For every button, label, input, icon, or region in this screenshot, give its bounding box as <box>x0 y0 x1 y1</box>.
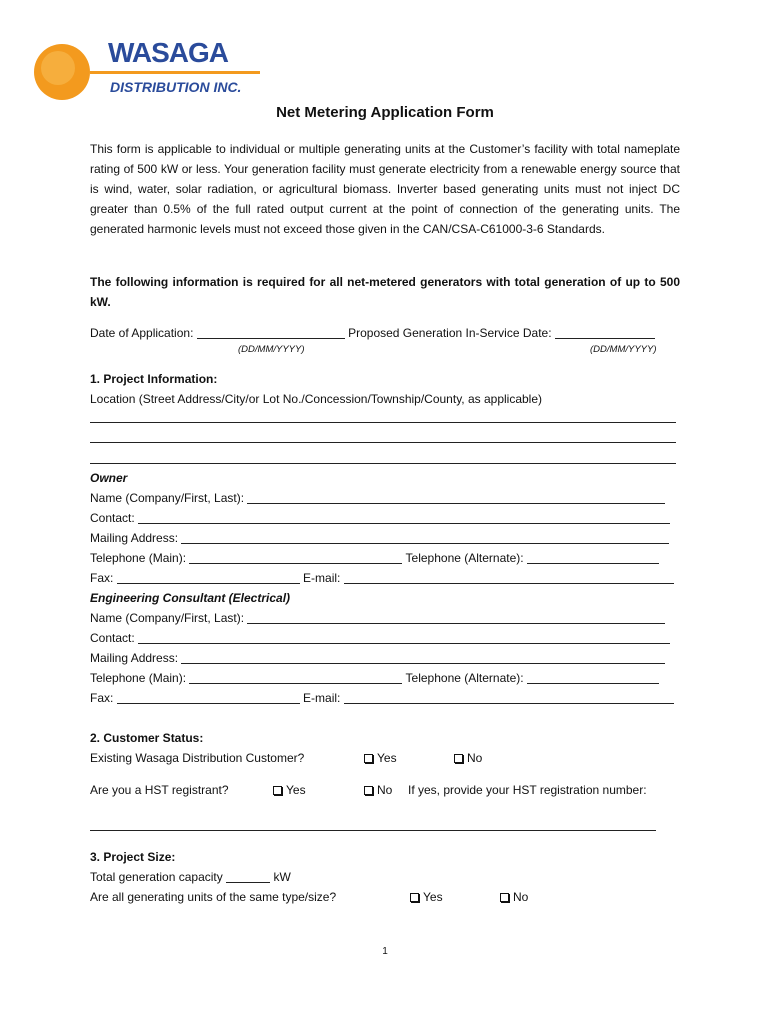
location-field-1[interactable] <box>90 422 676 423</box>
logo-subtitle: DISTRIBUTION INC. <box>110 79 242 95</box>
consultant-name-field[interactable] <box>247 612 665 624</box>
hst-number-field[interactable] <box>90 830 656 831</box>
checkbox-icon[interactable] <box>410 893 419 902</box>
dates-row <box>90 323 655 343</box>
consultant-mailing-row <box>90 648 665 668</box>
existing-customer-question: Existing Wasaga Distribution Customer? <box>90 751 305 765</box>
owner-name-label: Name (Company/First, Last): <box>90 491 245 505</box>
consultant-fax-field[interactable] <box>117 692 300 704</box>
owner-mailing-row <box>90 528 669 548</box>
capacity-unit: kW <box>273 870 291 884</box>
logo-brand: WASAGA <box>108 37 228 68</box>
location-label: Location (Street Address/City/or Lot No./Concession/Township/County, as applicable) <box>90 392 543 406</box>
consultant-heading: Engineering Consultant (Electrical) <box>90 591 291 605</box>
consultant-telephone-row <box>90 668 659 688</box>
location-field-2[interactable] <box>90 442 676 443</box>
page-number: 1 <box>382 946 388 957</box>
intro-paragraph: This form is applicable to individual or multiple generating units at the Customer’s facility with total nameplate rating of 500 kW or less. Your generation facility must generate electricity from a renewable energy source that is wind, water, solar radiation, or agricultural biomass. Inverter based generating units must not inject DC greater than 0.5% of the full rated output current at the point of connection of the generating units. The generated harmonic levels must not exceed those given in the CAN/CSA-C61000-3-6 Standards. <box>90 142 680 236</box>
owner-contact-label: Contact: <box>90 511 135 525</box>
owner-email-label: E-mail: <box>303 571 341 585</box>
inservice-date-field[interactable] <box>555 327 655 339</box>
consultant-email-label: E-mail: <box>303 691 341 705</box>
owner-tel-alt-label: Telephone (Alternate): <box>405 551 524 565</box>
consultant-name-label: Name (Company/First, Last): <box>90 611 245 625</box>
owner-telephone-row <box>90 548 659 568</box>
checkbox-icon[interactable] <box>364 786 373 795</box>
owner-contact-field[interactable] <box>138 512 670 524</box>
consultant-mailing-label: Mailing Address: <box>90 651 179 665</box>
consultant-mailing-field[interactable] <box>181 652 665 664</box>
inservice-date-label: Proposed Generation In-Service Date: <box>348 326 552 340</box>
application-date-hint: (DD/MM/YYYY) <box>238 344 305 355</box>
consultant-fax-label: Fax: <box>90 691 114 705</box>
hst-followup-label: If yes, provide your HST registration number: <box>408 783 647 797</box>
consultant-tel-alt-field[interactable] <box>527 672 659 684</box>
owner-tel-main-label: Telephone (Main): <box>90 551 187 565</box>
section1-heading: 1. Project Information: <box>90 372 218 386</box>
owner-heading: Owner <box>90 471 128 485</box>
consultant-fax-row <box>90 688 674 708</box>
same-type-yes-option[interactable]: Yes <box>410 887 443 907</box>
owner-fax-row <box>90 568 674 588</box>
hst-question: Are you a HST registrant? <box>90 783 229 797</box>
owner-mailing-label: Mailing Address: <box>90 531 179 545</box>
consultant-tel-main-label: Telephone (Main): <box>90 671 187 685</box>
capacity-row <box>90 867 291 887</box>
location-field-3[interactable] <box>90 463 676 464</box>
owner-name-field[interactable] <box>247 492 665 504</box>
wasaga-logo <box>30 30 270 105</box>
hst-no-option[interactable]: No <box>364 780 392 800</box>
consultant-email-field[interactable] <box>344 692 674 704</box>
checkbox-icon[interactable] <box>500 893 509 902</box>
hst-yes-option[interactable]: Yes <box>273 780 306 800</box>
existing-yes-option[interactable]: Yes <box>364 748 397 768</box>
owner-email-field[interactable] <box>344 572 674 584</box>
consultant-tel-alt-label: Telephone (Alternate): <box>405 671 524 685</box>
owner-fax-label: Fax: <box>90 571 114 585</box>
existing-no-option[interactable]: No <box>454 748 482 768</box>
owner-fax-field[interactable] <box>117 572 300 584</box>
application-date-label: Date of Application: <box>90 326 194 340</box>
checkbox-icon[interactable] <box>454 754 463 763</box>
section3-heading: 3. Project Size: <box>90 850 176 864</box>
consultant-name-row <box>90 608 665 628</box>
capacity-label: Total generation capacity <box>90 870 223 884</box>
same-type-no-option[interactable]: No <box>500 887 528 907</box>
application-date-field[interactable] <box>197 327 345 339</box>
capacity-field[interactable] <box>226 871 270 883</box>
section2-heading: 2. Customer Status: <box>90 731 204 745</box>
owner-tel-alt-field[interactable] <box>527 552 659 564</box>
consultant-contact-field[interactable] <box>138 632 670 644</box>
logo-rule <box>90 71 260 74</box>
owner-contact-row <box>90 508 670 528</box>
checkbox-icon[interactable] <box>364 754 373 763</box>
same-type-question: Are all generating units of the same type/size? <box>90 890 337 904</box>
inservice-date-hint: (DD/MM/YYYY) <box>590 344 657 355</box>
consultant-contact-label: Contact: <box>90 631 135 645</box>
consultant-contact-row <box>90 628 670 648</box>
consultant-tel-main-field[interactable] <box>189 672 402 684</box>
checkbox-icon[interactable] <box>273 786 282 795</box>
owner-name-row <box>90 488 665 508</box>
intro-requirement: The following information is required for all net-metered generators with total generation of up to 500 kW. <box>90 275 680 309</box>
owner-mailing-field[interactable] <box>181 532 669 544</box>
page-title: Net Metering Application Form <box>276 104 494 121</box>
owner-tel-main-field[interactable] <box>189 552 402 564</box>
